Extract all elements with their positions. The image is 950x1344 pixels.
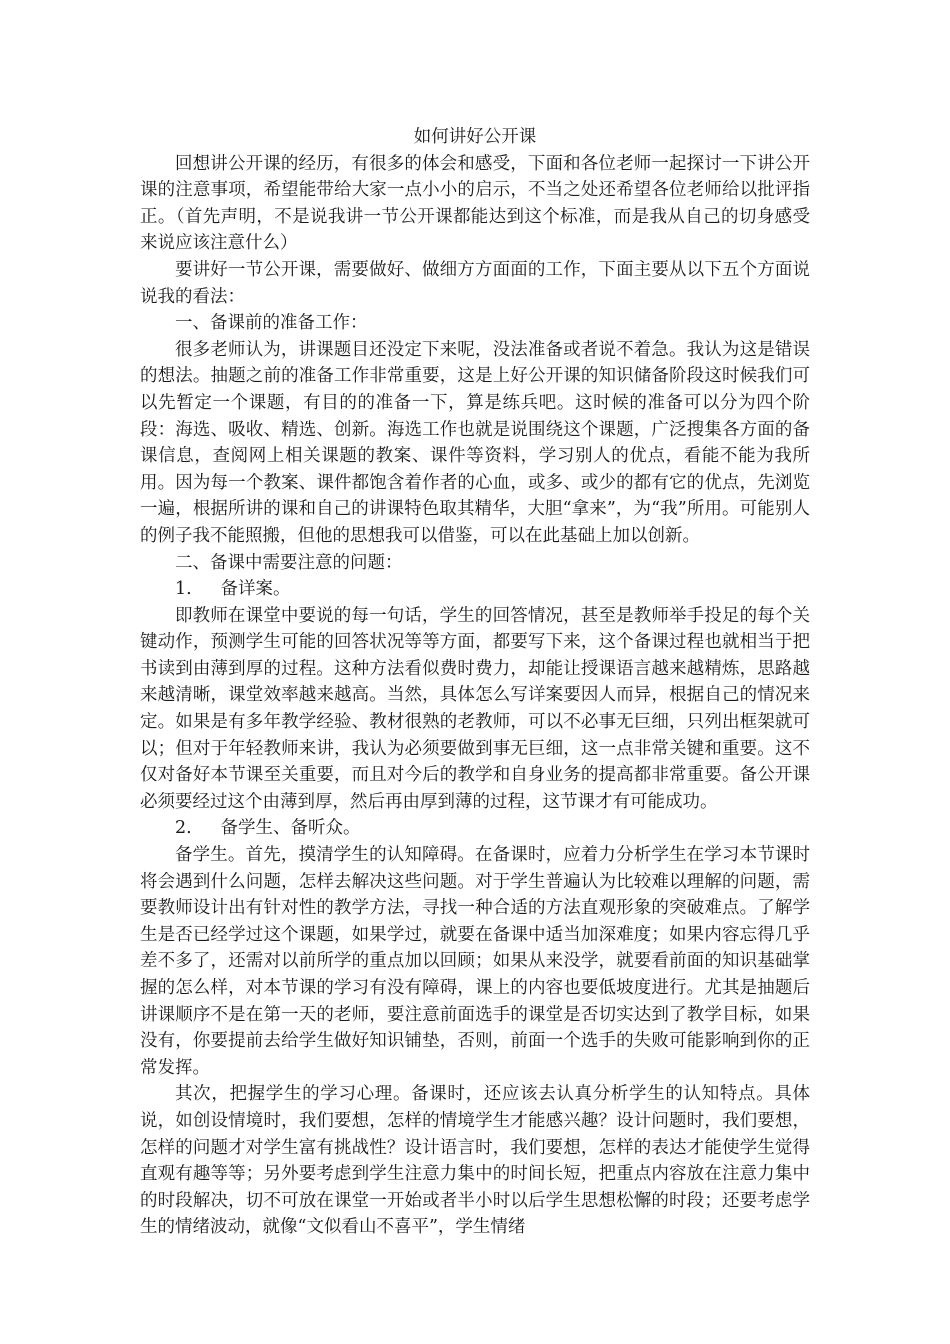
item-number: 1. [175, 579, 192, 600]
document-title: 如何讲好公开课 [413, 127, 537, 147]
paragraph-psychology: 其次，把握学生的学习心理。备课时，还应该去认真分析学生的认知特点。具体说，如创设情境时，我们要想，怎样的情境学生才能感兴趣？设计问题时，我们要想，怎样的问题才对学生富有挑战性？设计语言时，我们要想，怎样的表达才能使学生觉得直观有趣等等；另外要考虑到学生注意力集中的时间长短，把重点内容放在注意力集中的时段解决，切不可放在课堂一开始或者半小时以后学生思想松懈的时段；还要考虑学生的情绪波动，就像“文似看山不喜平”，学生情绪 [140, 1084, 810, 1238]
paragraph-detailed-plan: 即教师在课堂中要说的每一句话，学生的回答情况，甚至是教师举手投足的每个关键动作，预测学生可能的回答状况等等方面，都要写下来，这个备课过程也就相当于把书读到由薄到厚的过程。这种方法看似费时费力，却能让授课语言越来越精炼，思路越来越清晰，课堂效率越来越高。当然，具体怎么写详案要因人而异，根据自己的情况来定。如果是有多年教学经验、教材很熟的老教师，可以不必事无巨细，只列出框架就可以；但对于年轻教师来讲，我认为必须要做到事无巨细，这一点非常关键和重要。这不仅对备好本节课至关重要，而且对今后的教学和自身业务的提高都非常重要。备公开课必须要经过这个由薄到厚，然后再由厚到薄的过程，这节课才有可能成功。 [140, 605, 810, 812]
numbered-item-2 [140, 815, 810, 842]
paragraph-intro: 回想讲公开课的经历，有很多的体会和感受，下面和各位老师一起探讨一下讲公开课的注意事项，希望能带给大家一点小小的启示，不当之处还希望各位老师给以批评指正。（首先声明，不是说我讲一节公开课都能达到这个标准，而是我从自己的切身感受来说应该注意什么） [140, 153, 810, 254]
section-heading-2: 二、备课中需要注意的问题： [175, 552, 403, 573]
item-text: 备学生、备听众。 [220, 818, 361, 839]
document-page [140, 124, 810, 1241]
item-text: 备详案。 [220, 579, 291, 600]
item-number: 2. [175, 818, 192, 839]
section-heading-1: 一、备课前的准备工作： [175, 313, 368, 334]
paragraph-preparation: 很多老师认为，讲课题目还没定下来呢，没法准备或者说不着急。我认为这是错误的想法。抽题之前的准备工作非常重要，这是上好公开课的知识储备阶段这时候我们可以先暂定一个课题，有目的的准备一下，算是练兵吧。这时候的准备可以分为四个阶段：海选、吸收、精选、创新。海选工作也就是说围绕这个课题，广泛搜集各方面的备课信息，查阅网上相关课题的教案、课件等资料，学习别人的优点，看能不能为我所用。因为每一个教案、课件都饱含着作者的心血，或多、或少的都有它的优点，先浏览一遍，根据所讲的课和自己的讲课特色取其精华，大胆“拿来”，为“我”所用。可能别人的例子我不能照搬，但他的思想我可以借鉴，可以在此基础上加以创新。 [140, 339, 810, 546]
numbered-item-1 [140, 576, 810, 603]
paragraph-overview: 要讲好一节公开课，需要做好、做细方方面面的工作，下面主要从以下五个方面说说我的看法： [140, 259, 810, 307]
paragraph-students: 备学生。首先，摸清学生的认知障碍。在备课时，应着力分析学生在学习本节课时将会遇到什么问题，怎样去解决这些问题。对于学生普遍认为比较难以理解的问题，需要教师设计出有针对性的教学方法，寻找一种合适的方法直观形象的突破难点。了解学生是否已经学过这个课题，如果学过，就要在备课中适当加深难度；如果内容忘得几乎差不多了，还需对以前所学的重点加以回顾；如果从来没学，就要看前面的知识基础掌握的怎么样，对本节课的学习有没有障碍，课上的内容也要低坡度进行。尤其是抽题后讲课顺序不是在第一天的老师，要注意前面选手的课堂是否切实达到了教学目标，如果没有，你要提前去给学生做好知识铺垫，否则，前面一个选手的失败可能影响到你的正常发挥。 [140, 845, 810, 1078]
